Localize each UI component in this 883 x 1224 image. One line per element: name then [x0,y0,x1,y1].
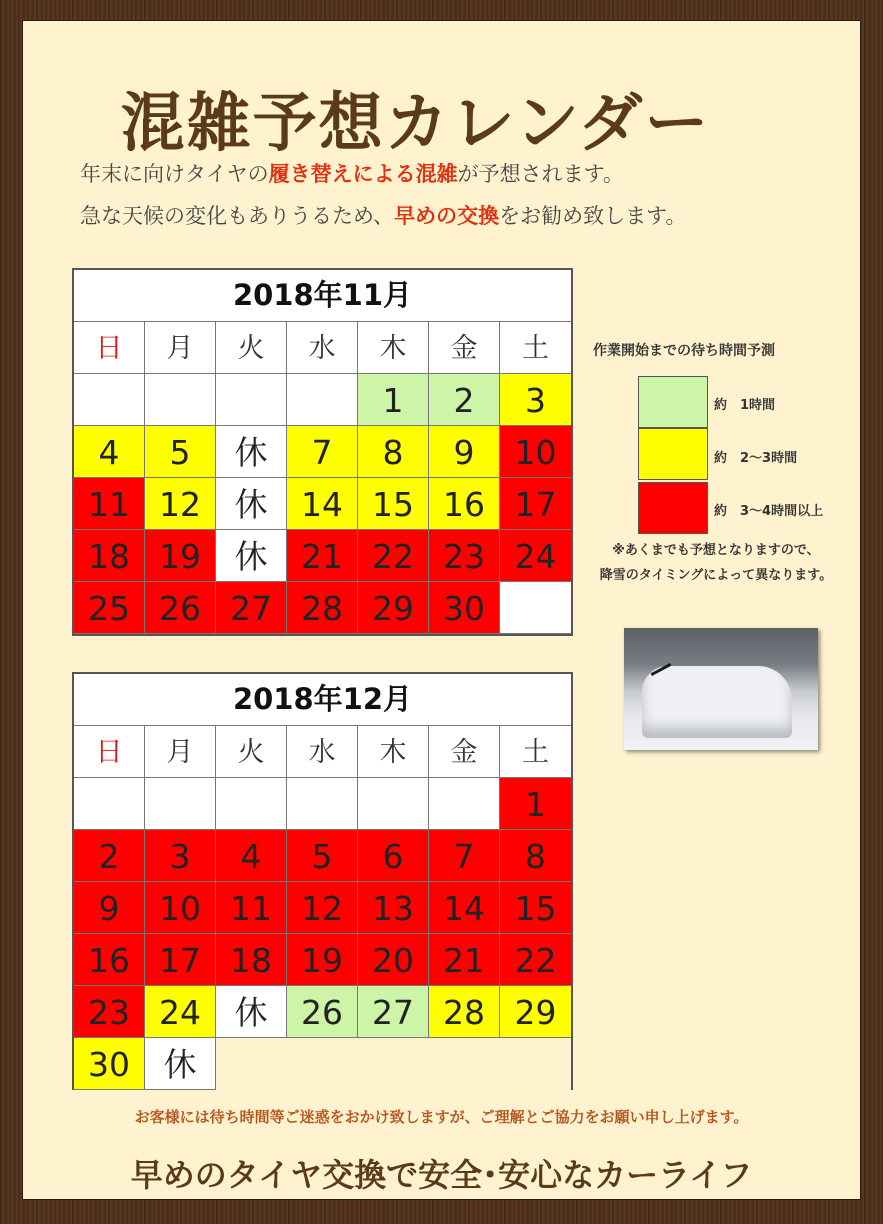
weekday-header: 火 [216,726,287,778]
intro-text: が予想されます。 [457,162,624,186]
day-cell: 21 [429,934,500,986]
day-cell: 23 [429,530,500,582]
day-cell: 9 [429,426,500,478]
filler [429,1038,500,1090]
day-cell: 12 [287,882,358,934]
day-cell: 17 [500,478,571,530]
day-cell: 28 [287,582,358,634]
day-cell: 3 [500,374,571,426]
weekday-header: 金 [429,322,500,374]
weekday-header: 月 [145,322,216,374]
day-cell: 7 [287,426,358,478]
day-cell: 8 [358,426,429,478]
day-cell: 16 [74,934,145,986]
legend-label-1h: 約 1時間 [714,398,776,413]
empty-cell [287,374,358,426]
day-cell: 28 [429,986,500,1038]
day-cell: 6 [358,830,429,882]
intro-text: 急な天候の変化もありうるため、 [80,204,395,228]
day-cell: 12 [145,478,216,530]
day-cell: 4 [216,830,287,882]
day-cell: 22 [500,934,571,986]
holiday-cell: 休 [216,426,287,478]
day-cell: 7 [429,830,500,882]
day-cell: 14 [429,882,500,934]
day-cell: 21 [287,530,358,582]
weekday-header: 水 [287,726,358,778]
holiday-cell: 休 [216,986,287,1038]
calendar-december [72,672,573,1090]
weekday-header: 木 [358,726,429,778]
filler [358,1038,429,1090]
legend-note-1: ※あくまでも予想となりますので、 [612,543,820,558]
poster-panel [22,20,861,1200]
day-cell: 15 [358,478,429,530]
legend-label-2-3h: 約 2～3時間 [714,451,798,466]
day-cell: 23 [74,986,145,1038]
calendar-title: 2018年11月 [74,270,571,322]
snow-car-photo [624,628,818,750]
day-cell: 5 [145,426,216,478]
day-cell: 11 [216,882,287,934]
filler [216,1038,287,1090]
empty-cell [145,374,216,426]
intro-text: 年末に向けタイヤの [80,162,269,186]
weekday-header: 金 [429,726,500,778]
empty-cell [500,582,571,634]
day-cell: 17 [145,934,216,986]
day-cell: 27 [358,986,429,1038]
day-cell: 5 [287,830,358,882]
weekday-header: 火 [216,322,287,374]
day-cell: 19 [145,530,216,582]
weekday-header: 木 [358,322,429,374]
apology-note: お客様には待ち時間等ご迷惑をおかけ致しますが、ご理解とご協力をお願い申し上げます。 [134,1108,749,1126]
empty-cell [145,778,216,830]
day-cell: 8 [500,830,571,882]
day-cell: 13 [358,882,429,934]
intro-line-2 [80,200,687,230]
slogan: 早めのタイヤ交換で安全･安心なカーライフ [130,1156,753,1194]
empty-cell [429,778,500,830]
empty-cell [74,374,145,426]
intro-line-1 [80,158,624,188]
calendar-grid [74,726,571,1090]
empty-cell [216,374,287,426]
holiday-cell: 休 [216,478,287,530]
day-cell: 26 [145,582,216,634]
day-cell: 4 [74,426,145,478]
day-cell: 10 [145,882,216,934]
weekday-header: 土 [500,322,571,374]
legend-swatch-1h [638,376,708,428]
intro-emphasis: 履き替えによる混雑 [268,162,458,186]
day-cell: 11 [74,478,145,530]
day-cell: 14 [287,478,358,530]
day-cell: 2 [74,830,145,882]
day-cell: 29 [500,986,571,1038]
legend-label-3-4h: 約 3～4時間以上 [714,504,824,519]
day-cell: 26 [287,986,358,1038]
snow-covered-car [642,666,792,738]
day-cell: 3 [145,830,216,882]
filler [500,1038,571,1090]
day-cell: 22 [358,530,429,582]
empty-cell [287,778,358,830]
day-cell: 24 [145,986,216,1038]
day-cell: 25 [74,582,145,634]
intro-text: をお勧め致します。 [499,204,687,228]
holiday-cell: 休 [216,530,287,582]
day-cell: 18 [216,934,287,986]
weekday-header: 月 [145,726,216,778]
empty-cell [358,778,429,830]
day-cell: 24 [500,530,571,582]
day-cell: 9 [74,882,145,934]
legend-swatch-3-4h [638,482,708,534]
day-cell: 2 [429,374,500,426]
day-cell: 30 [429,582,500,634]
filler [287,1038,358,1090]
calendar-november [72,268,573,636]
holiday-cell: 休 [145,1038,216,1090]
day-cell: 30 [74,1038,145,1090]
day-cell: 16 [429,478,500,530]
weekday-header: 日 [74,726,145,778]
day-cell: 1 [358,374,429,426]
calendar-title: 2018年12月 [74,674,571,726]
page-title: 混雑予想カレンダー [120,87,711,161]
legend-swatch-2-3h [638,428,708,480]
weekday-header: 日 [74,322,145,374]
day-cell: 27 [216,582,287,634]
legend-title: 作業開始までの待ち時間予測 [593,343,775,359]
day-cell: 1 [500,778,571,830]
empty-cell [216,778,287,830]
weekday-header: 水 [287,322,358,374]
day-cell: 10 [500,426,571,478]
legend-note-2: 降雪のタイミングによって異なります。 [599,568,833,583]
day-cell: 19 [287,934,358,986]
calendar-grid [74,322,571,634]
intro-emphasis: 早めの交換 [394,204,500,228]
day-cell: 29 [358,582,429,634]
weekday-header: 土 [500,726,571,778]
day-cell: 18 [74,530,145,582]
day-cell: 15 [500,882,571,934]
empty-cell [74,778,145,830]
day-cell: 20 [358,934,429,986]
